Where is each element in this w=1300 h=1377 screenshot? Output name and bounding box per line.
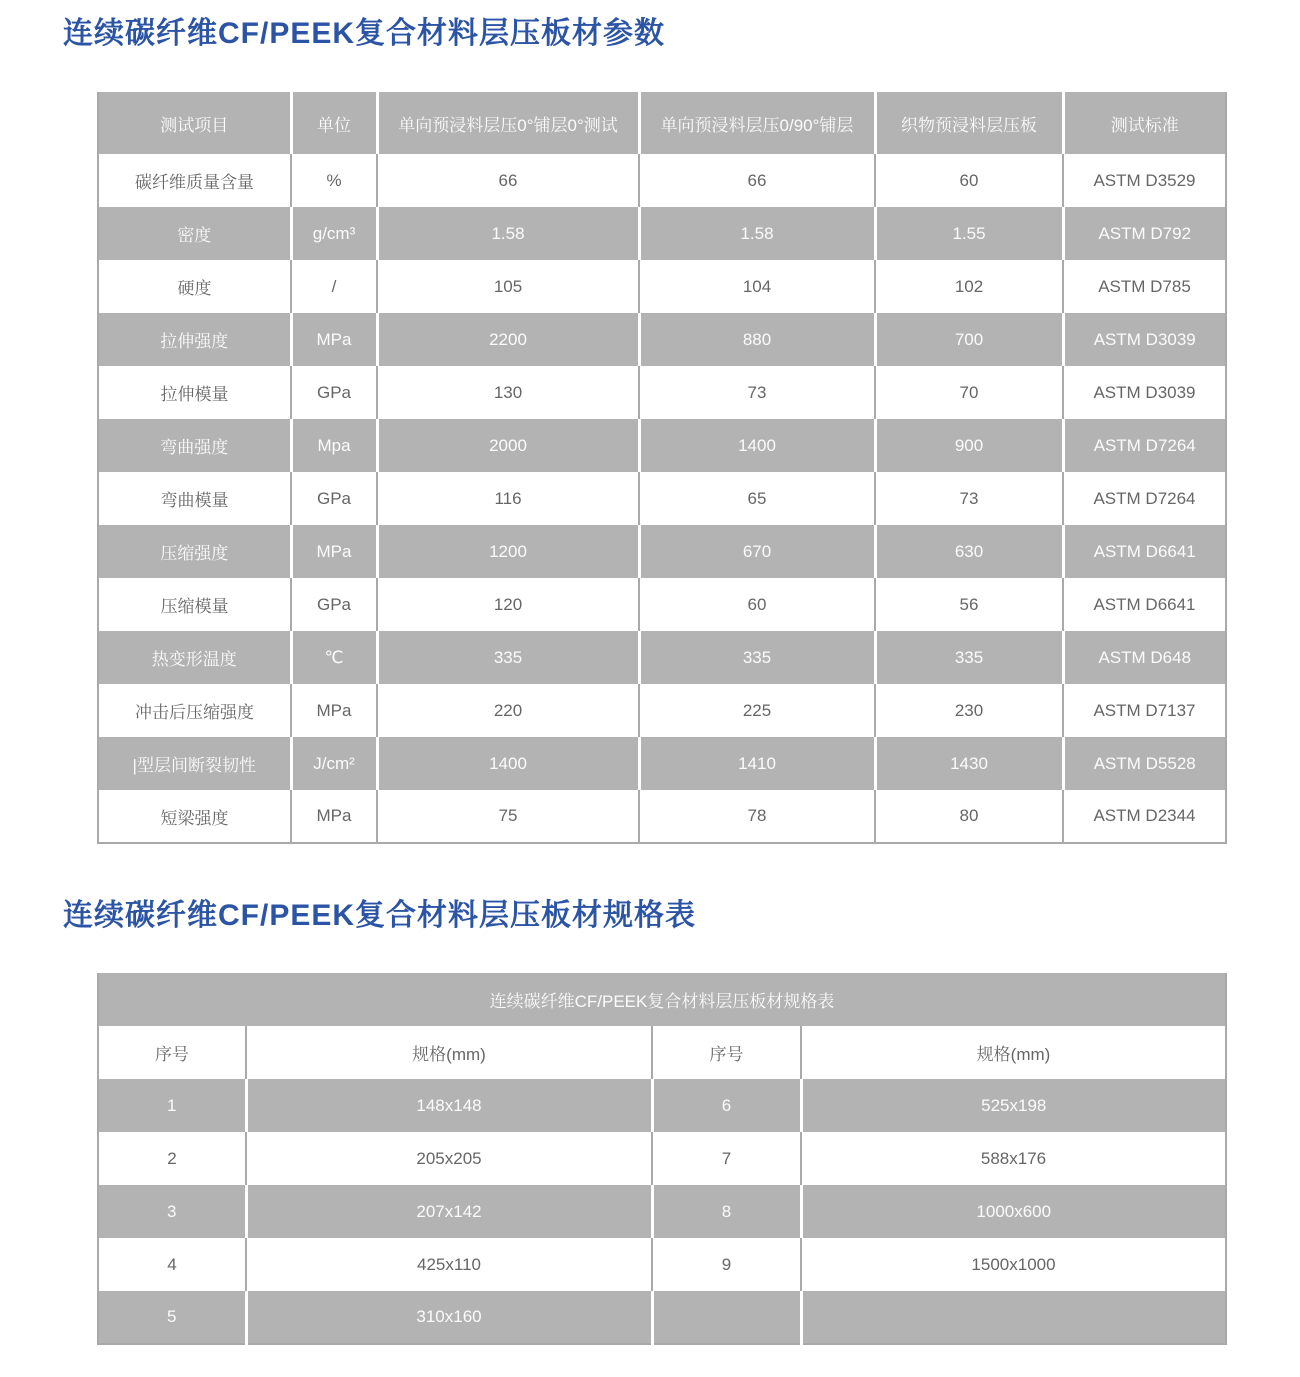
column-header-ud-0: 单向预浸料层压0°铺层0°测试 (377, 92, 639, 154)
table-row (98, 260, 1226, 313)
table-cell: 热变形温度 (98, 631, 291, 684)
column-header-unit: 单位 (291, 92, 377, 154)
table-cell: 56 (875, 578, 1063, 631)
table-cell: MPa (291, 790, 377, 843)
table-cell: ASTM D785 (1098, 276, 1191, 296)
table-cell: ASTM D7264 (1093, 488, 1196, 508)
specs-table (97, 973, 1227, 1345)
table-cell: 1 (98, 1079, 246, 1132)
table-row (98, 1185, 1226, 1238)
table-cell: 207x142 (246, 1185, 652, 1238)
table-cell: 压缩模量 (98, 578, 291, 631)
table-row (98, 1291, 1226, 1344)
table-cell: 9 (652, 1238, 801, 1291)
table-cell: 3 (98, 1185, 246, 1238)
table-cell: 205x205 (246, 1132, 652, 1185)
table-cell: 弯曲模量 (98, 472, 291, 525)
table-cell: 80 (875, 790, 1063, 843)
specs-header-row (98, 1026, 1226, 1079)
table-row (98, 631, 1226, 684)
table-cell: 425x110 (246, 1238, 652, 1291)
table-cell: 670 (639, 525, 875, 578)
table-row (98, 154, 1226, 207)
table-cell: 588x176 (980, 1148, 1047, 1168)
table-cell: 压缩强度 (98, 525, 291, 578)
column-header-size-left: 规格(mm) (246, 1026, 652, 1079)
column-header-index-right: 序号 (652, 1026, 801, 1079)
table-cell: 冲击后压缩强度 (98, 684, 291, 737)
table-cell: 900 (875, 419, 1063, 472)
table-cell: 230 (875, 684, 1063, 737)
table-cell: |型层间断裂韧性 (98, 737, 291, 790)
table-cell: g/cm³ (291, 207, 377, 260)
table-row (98, 578, 1226, 631)
table-cell: 525x198 (981, 1095, 1047, 1115)
table-cell: 60 (639, 578, 875, 631)
table-cell: 1400 (639, 419, 875, 472)
table-cell: ASTM D6641 (1093, 541, 1196, 561)
table-cell: 73 (875, 472, 1063, 525)
table-cell: 5 (98, 1291, 246, 1344)
table-cell: / (291, 260, 377, 313)
table-row (98, 419, 1226, 472)
table-cell: 335 (377, 631, 639, 684)
table-cell: 66 (377, 154, 639, 207)
table-row (98, 737, 1226, 790)
table-cell: MPa (291, 684, 377, 737)
table-cell: ASTM D5528 (1093, 753, 1196, 773)
table-cell: 700 (875, 313, 1063, 366)
column-header-ud-0-90: 单向预浸料层压0/90°铺层 (639, 92, 875, 154)
table-cell: 148x148 (246, 1079, 652, 1132)
table-cell: 1.58 (377, 207, 639, 260)
table-cell: 116 (377, 472, 639, 525)
table-cell: Mpa (291, 419, 377, 472)
table-cell (652, 1291, 801, 1344)
table-cell: J/cm² (291, 737, 377, 790)
table-row (98, 790, 1226, 843)
table-cell: 6 (652, 1079, 801, 1132)
table-cell: 102 (875, 260, 1063, 313)
table-cell: 335 (875, 631, 1063, 684)
table-cell: 4 (98, 1238, 246, 1291)
column-header-standard: 测试标准 (1110, 115, 1179, 135)
table-cell: 630 (875, 525, 1063, 578)
column-header-size-right: 规格(mm) (976, 1045, 1051, 1064)
table-row (98, 1238, 1226, 1291)
table-cell: MPa (291, 313, 377, 366)
column-header-index-left: 序号 (98, 1026, 246, 1079)
table-row (98, 472, 1226, 525)
table-cell: ASTM D7264 (1093, 435, 1196, 455)
table-cell: 65 (639, 472, 875, 525)
parameters-table (97, 92, 1227, 844)
table-cell: 104 (639, 260, 875, 313)
table-cell: ASTM D648 (1098, 647, 1192, 667)
table-cell: 75 (377, 790, 639, 843)
table-cell: ASTM D3039 (1093, 382, 1196, 402)
specs-table-caption: 连续碳纤维CF/PEEK复合材料层压板材规格表 (489, 992, 835, 1011)
table-cell: 1400 (377, 737, 639, 790)
parameters-section-title: 连续碳纤维CF/PEEK复合材料层压板材参数 (63, 17, 666, 50)
table-row (98, 207, 1226, 260)
column-header-fabric: 织物预浸料层压板 (875, 92, 1063, 154)
table-cell: GPa (291, 578, 377, 631)
table-cell: 1.58 (639, 207, 875, 260)
table-cell: 105 (377, 260, 639, 313)
table-cell (801, 1291, 1226, 1344)
table-cell: 拉伸模量 (98, 366, 291, 419)
table-cell: 73 (639, 366, 875, 419)
table-row (98, 1079, 1226, 1132)
parameters-header-row (98, 92, 1226, 154)
table-row (98, 525, 1226, 578)
table-row (98, 1132, 1226, 1185)
table-cell: 碳纤维质量含量 (98, 154, 291, 207)
table-cell: 短梁强度 (98, 790, 291, 843)
specs-section-title: 连续碳纤维CF/PEEK复合材料层压板材规格表 (63, 899, 697, 932)
table-row (98, 313, 1226, 366)
specs-caption-row (98, 973, 1226, 1026)
table-cell: ASTM D6641 (1093, 594, 1196, 614)
table-cell: 2 (98, 1132, 246, 1185)
table-cell: ℃ (291, 631, 377, 684)
table-cell: 78 (639, 790, 875, 843)
table-cell: ASTM D7137 (1093, 700, 1196, 720)
table-cell: ASTM D3039 (1093, 329, 1196, 349)
table-cell: MPa (291, 525, 377, 578)
table-cell: 120 (377, 578, 639, 631)
table-cell: 1500x1000 (971, 1254, 1056, 1274)
table-cell: GPa (291, 472, 377, 525)
table-cell: 1200 (377, 525, 639, 578)
table-cell: GPa (291, 366, 377, 419)
table-cell: ASTM D3529 (1093, 170, 1196, 190)
table-cell: 弯曲强度 (98, 419, 291, 472)
table-cell: 70 (875, 366, 1063, 419)
table-cell: 310x160 (246, 1291, 652, 1344)
table-cell: 880 (639, 313, 875, 366)
table-cell: 1000x600 (976, 1201, 1052, 1221)
table-cell: 335 (639, 631, 875, 684)
table-cell: 225 (639, 684, 875, 737)
table-cell: % (291, 154, 377, 207)
table-cell: 硬度 (98, 260, 291, 313)
table-cell: 1.55 (875, 207, 1063, 260)
table-row (98, 366, 1226, 419)
table-cell: 220 (377, 684, 639, 737)
table-cell: ASTM D792 (1098, 223, 1192, 243)
table-cell: 2200 (377, 313, 639, 366)
table-cell: 130 (377, 366, 639, 419)
table-cell: 1430 (875, 737, 1063, 790)
table-row (98, 684, 1226, 737)
table-cell: 8 (652, 1185, 801, 1238)
column-header-test-item: 测试项目 (98, 92, 291, 154)
table-cell: 1410 (639, 737, 875, 790)
table-cell: 60 (875, 154, 1063, 207)
table-cell: ASTM D2344 (1093, 806, 1196, 825)
table-cell: 7 (652, 1132, 801, 1185)
table-cell: 密度 (98, 207, 291, 260)
table-cell: 66 (639, 154, 875, 207)
table-cell: 2000 (377, 419, 639, 472)
table-cell: 拉伸强度 (98, 313, 291, 366)
